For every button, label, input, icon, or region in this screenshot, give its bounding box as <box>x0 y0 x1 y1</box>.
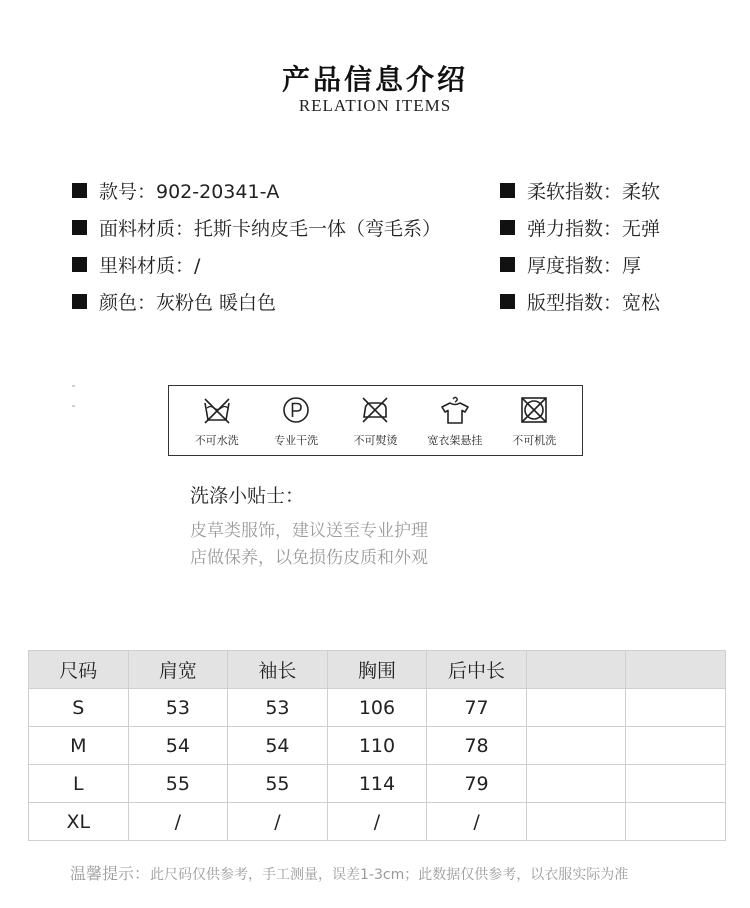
bullet-square-icon <box>72 257 87 272</box>
table-cell: 106 <box>327 689 427 727</box>
spec-item-elasticity <box>500 209 660 246</box>
table-cell: S <box>29 689 129 727</box>
spec-item-thickness <box>500 246 660 283</box>
table-cell: 53 <box>128 689 228 727</box>
washing-tip-line: 店做保养，以免损伤皮质和外观 <box>190 548 428 568</box>
care-label: 宽衣架悬挂 <box>427 433 483 447</box>
table-cell: / <box>327 803 427 841</box>
washing-tips-title: 洗涤小贴士： <box>190 485 305 507</box>
care-item-no-iron <box>339 394 411 448</box>
spec-item-fit <box>500 283 660 320</box>
spec-text: 版型指数：宽松 <box>527 292 661 314</box>
spec-item-lining <box>72 246 441 283</box>
table-row <box>29 803 726 841</box>
bullet-square-icon <box>72 294 87 309</box>
spec-item-color <box>72 283 441 320</box>
column-header: 后中长 <box>427 651 527 689</box>
care-label: 不可熨烫 <box>353 433 398 447</box>
care-label: 不可水洗 <box>194 433 239 447</box>
no-machine-wash-icon <box>518 394 550 426</box>
care-item-no-machine-wash <box>498 394 570 448</box>
table-cell: M <box>29 727 129 765</box>
washing-tip-line: 皮草类服饰，建议送至专业护理 <box>190 521 428 541</box>
spec-item-softness <box>500 172 660 209</box>
care-label: 专业干洗 <box>274 433 319 447</box>
table-cell: 55 <box>128 765 228 803</box>
table-row <box>29 689 726 727</box>
table-cell: 110 <box>327 727 427 765</box>
note-label: 温馨提示： <box>70 864 151 883</box>
column-header: 袖长 <box>228 651 328 689</box>
spec-text: 款号：902-20341-A <box>99 181 280 203</box>
table-cell: / <box>228 803 328 841</box>
spec-item-style-number <box>72 172 441 209</box>
spec-text: 里料材质：/ <box>99 255 201 277</box>
table-cell: / <box>128 803 228 841</box>
column-header: 胸围 <box>327 651 427 689</box>
care-item-wide-hanger <box>419 394 491 448</box>
no-water-wash-icon <box>201 394 233 426</box>
table-cell: XL <box>29 803 129 841</box>
bullet-square-icon <box>500 183 515 198</box>
table-cell <box>626 765 726 803</box>
table-header-row <box>29 651 726 689</box>
column-header: 尺码 <box>29 651 129 689</box>
column-header <box>526 651 626 689</box>
bullet-square-icon <box>500 294 515 309</box>
table-cell <box>626 727 726 765</box>
care-instructions-panel <box>168 385 583 456</box>
table-cell: 54 <box>228 727 328 765</box>
spec-text: 弹力指数：无弹 <box>527 218 661 240</box>
table-cell: 53 <box>228 689 328 727</box>
table-cell <box>526 803 626 841</box>
table-cell <box>526 727 626 765</box>
bullet-square-icon <box>500 257 515 272</box>
column-header <box>626 651 726 689</box>
spec-item-fabric <box>72 209 441 246</box>
care-label: 不可机洗 <box>512 433 557 447</box>
size-note <box>70 861 628 884</box>
spec-list-left <box>72 172 441 320</box>
table-cell <box>526 765 626 803</box>
spec-text: 厚度指数：厚 <box>527 255 642 277</box>
table-cell: 78 <box>427 727 527 765</box>
table-cell <box>626 803 726 841</box>
page-subtitle: RELATION ITEMS <box>298 96 452 115</box>
no-iron-icon <box>359 394 391 426</box>
bullet-square-icon <box>72 183 87 198</box>
table-cell <box>626 689 726 727</box>
size-table <box>28 650 726 841</box>
decorative-mark <box>72 385 75 387</box>
table-row <box>29 727 726 765</box>
page-title: 产品信息介绍 <box>281 63 468 96</box>
spec-text: 颜色：灰粉色 暖白色 <box>99 292 277 314</box>
hang-wide-hanger-icon <box>439 394 471 426</box>
table-row <box>29 765 726 803</box>
spec-text: 柔软指数：柔软 <box>527 181 661 203</box>
decorative-mark <box>72 405 75 407</box>
table-cell <box>526 689 626 727</box>
bullet-square-icon <box>72 220 87 235</box>
table-cell: 79 <box>427 765 527 803</box>
table-cell: L <box>29 765 129 803</box>
care-item-professional-dry-clean <box>260 394 332 448</box>
note-text: 此尺码仅供参考，手工测量，误差1-3cm；此数据仅供参考，以衣服实际为准 <box>150 867 629 883</box>
care-item-no-water-wash <box>181 394 253 448</box>
bullet-square-icon <box>500 220 515 235</box>
spec-list-right <box>500 172 660 320</box>
table-cell: 114 <box>327 765 427 803</box>
table-cell: 55 <box>228 765 328 803</box>
table-cell: 54 <box>128 727 228 765</box>
table-cell: / <box>427 803 527 841</box>
column-header: 肩宽 <box>128 651 228 689</box>
spec-text: 面料材质：托斯卡纳皮毛一体（弯毛系） <box>99 218 442 240</box>
table-cell: 77 <box>427 689 527 727</box>
professional-dry-clean-icon <box>280 394 312 426</box>
